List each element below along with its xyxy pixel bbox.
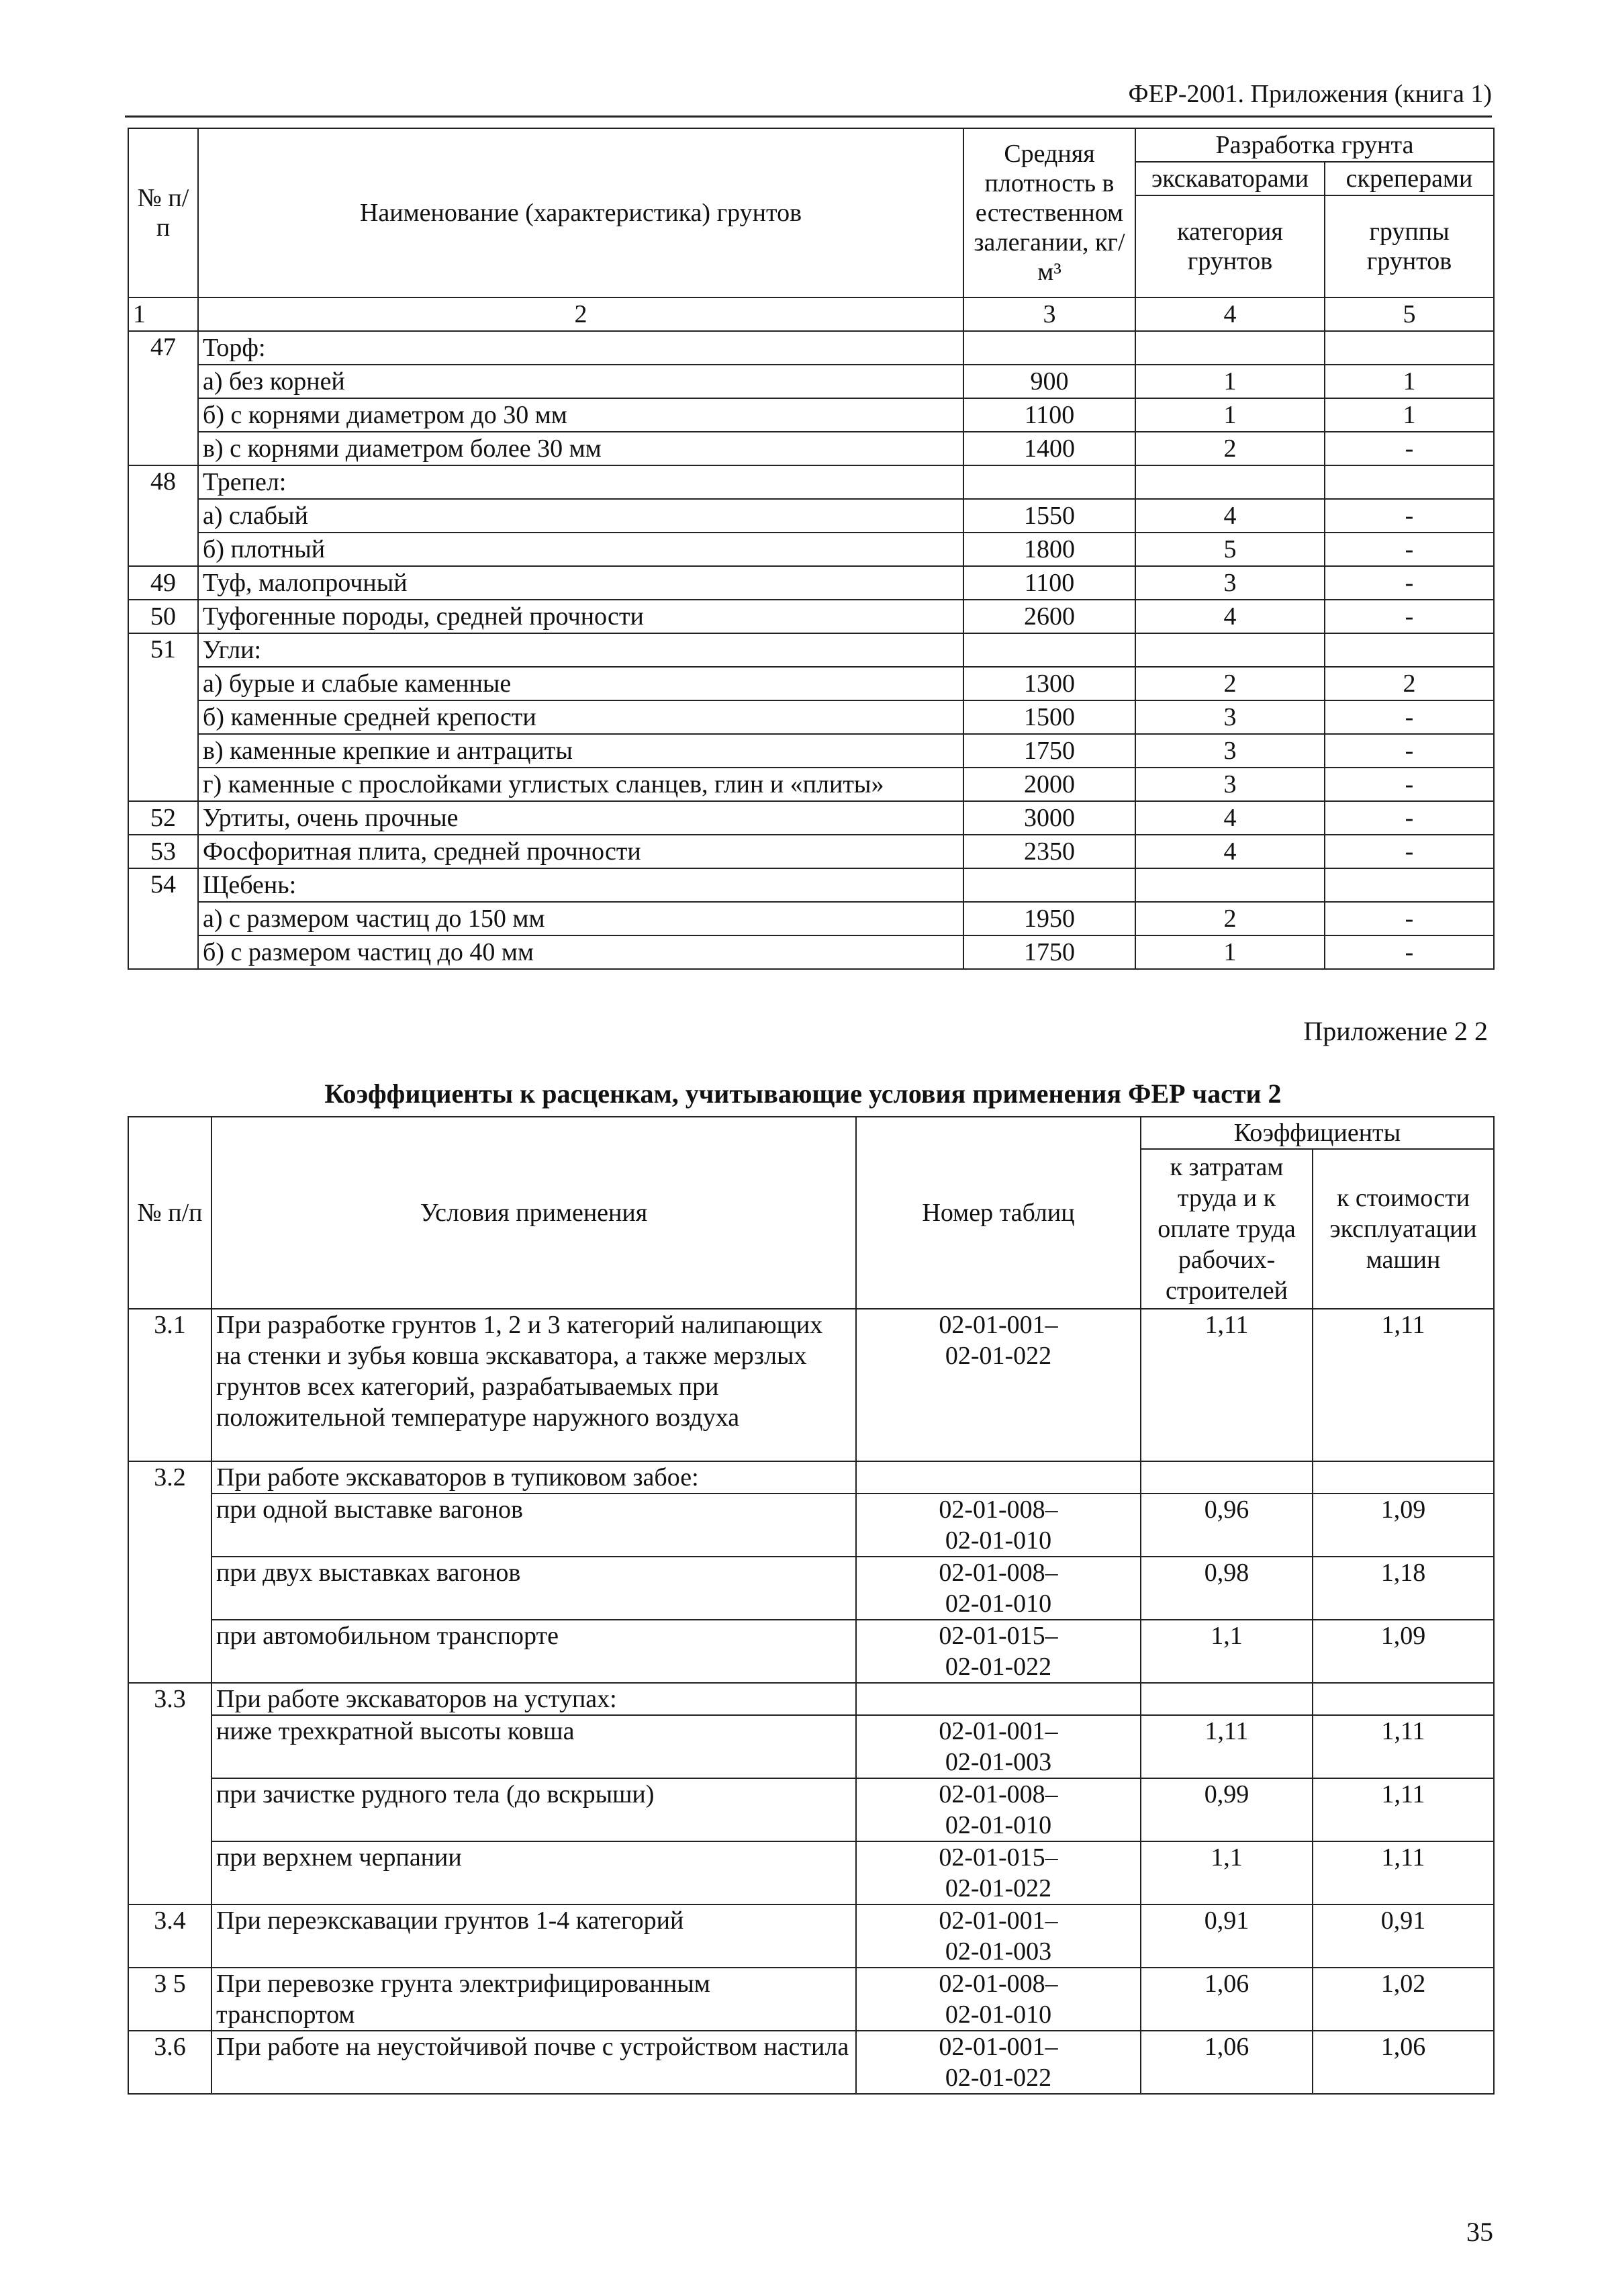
- soil-name: г) каменные с прослойками углистых сланцев, глин и «плиты»: [198, 768, 963, 801]
- row-number: 48: [128, 465, 198, 566]
- soil-group: -: [1325, 566, 1494, 600]
- machine-coefficient: 1,18: [1313, 1557, 1494, 1620]
- row-number: 3.2: [128, 1461, 211, 1683]
- column-header-tables: Номер таблиц: [856, 1117, 1141, 1309]
- soil-group-title: Торф:: [198, 331, 963, 365]
- condition-text: при двух выставках вагонов: [211, 1557, 856, 1620]
- row-number: 3 5: [128, 1968, 211, 2031]
- soil-category: [1135, 331, 1325, 365]
- soil-category: [1135, 868, 1325, 902]
- coefficient-row: [128, 1715, 1494, 1778]
- soil-category: 5: [1135, 533, 1325, 566]
- coefficient-row: [128, 1309, 1494, 1461]
- soil-category: 4: [1135, 600, 1325, 633]
- soil-category: [1135, 633, 1325, 667]
- soil-table-body: [128, 128, 1494, 969]
- column-number: 1: [128, 297, 198, 331]
- table-range: 02-01-001– 02-01-022: [856, 1309, 1141, 1461]
- column-header-coefficients: Коэффициенты: [1141, 1117, 1494, 1149]
- labor-coefficient: [1141, 1461, 1313, 1494]
- soil-group: -: [1325, 902, 1494, 935]
- column-header-machines: к стоимости эксплуатации машин: [1313, 1149, 1494, 1309]
- soil-group: [1325, 868, 1494, 902]
- coefficient-row: [128, 1778, 1494, 1841]
- page-number: 35: [1466, 2217, 1493, 2247]
- soil-group: -: [1325, 533, 1494, 566]
- coefficients-table: [128, 1116, 1495, 2095]
- soil-group: [1325, 465, 1494, 499]
- row-number: 52: [128, 801, 198, 835]
- labor-coefficient: 1,06: [1141, 2031, 1313, 2094]
- soil-density: 1500: [963, 700, 1135, 734]
- soil-group: -: [1325, 499, 1494, 533]
- table-range: 02-01-008– 02-01-010: [856, 1778, 1141, 1841]
- machine-coefficient: 1,11: [1313, 1309, 1494, 1461]
- machine-coefficient: 1,09: [1313, 1494, 1494, 1557]
- soil-group: -: [1325, 935, 1494, 969]
- row-number: 3.1: [128, 1309, 211, 1461]
- table-range: 02-01-015– 02-01-022: [856, 1620, 1141, 1683]
- condition-text: При перевозке грунта электрифицированным транспортом: [211, 1968, 856, 2031]
- machine-coefficient: 1,11: [1313, 1841, 1494, 1904]
- column-header-conditions: Условия применения: [211, 1117, 856, 1309]
- soil-group-row: [128, 331, 1494, 365]
- column-header-number: № п/п: [128, 1117, 211, 1309]
- machine-coefficient: [1313, 1683, 1494, 1715]
- labor-coefficient: 1,11: [1141, 1309, 1313, 1461]
- condition-text: При работе на неустойчивой почве с устройством настила: [211, 2031, 856, 2094]
- soil-row: [128, 365, 1494, 398]
- soil-name: Туф, малопрочный: [198, 566, 963, 600]
- soil-density: 1100: [963, 566, 1135, 600]
- soil-name: а) бурые и слабые каменные: [198, 667, 963, 700]
- soil-row: [128, 902, 1494, 935]
- column-header-labor: к затратам труда и к оплате труда рабочих-строителей: [1141, 1149, 1313, 1309]
- condition-text: При разработке грунтов 1, 2 и 3 категорий налипающих на стенки и зубья ковша экскаватора, а также мерзлых грунтов всех категорий, разрабатываемых при положительной температуре наружного воздуха: [211, 1309, 856, 1461]
- row-number: 51: [128, 633, 198, 801]
- soil-group: [1325, 633, 1494, 667]
- soil-group: 1: [1325, 398, 1494, 432]
- machine-coefficient: 1,11: [1313, 1715, 1494, 1778]
- soil-name: а) с размером частиц до 150 мм: [198, 902, 963, 935]
- soil-name: а) без корней: [198, 365, 963, 398]
- soil-row: [128, 734, 1494, 768]
- soil-group: [1325, 331, 1494, 365]
- coefficients-table-body: [128, 1117, 1494, 2094]
- soil-density: [963, 465, 1135, 499]
- table-range: 02-01-015– 02-01-022: [856, 1841, 1141, 1904]
- soil-category: 1: [1135, 935, 1325, 969]
- column-number: 2: [198, 297, 963, 331]
- column-header-groups: группы грунтов: [1325, 195, 1494, 297]
- column-header-name: Наименование (характеристика) грунтов: [198, 128, 963, 297]
- soil-name: б) плотный: [198, 533, 963, 566]
- column-header-scrapers: скреперами: [1325, 162, 1494, 195]
- soil-row: [128, 700, 1494, 734]
- soil-density: [963, 331, 1135, 365]
- soil-name: Фосфоритная плита, средней прочности: [198, 835, 963, 868]
- table-range: [856, 1683, 1141, 1715]
- condition-text: При работе экскаваторов на уступах:: [211, 1683, 856, 1715]
- row-number: 47: [128, 331, 198, 465]
- soil-category: 3: [1135, 566, 1325, 600]
- soil-category: 3: [1135, 700, 1325, 734]
- soil-category: 4: [1135, 835, 1325, 868]
- column-numbers-row: [128, 297, 1494, 331]
- soil-name: в) каменные крепкие и антрациты: [198, 734, 963, 768]
- column-number: 4: [1135, 297, 1325, 331]
- coefficient-row: [128, 1557, 1494, 1620]
- soil-row: [128, 667, 1494, 700]
- soil-category: 4: [1135, 499, 1325, 533]
- machine-coefficient: [1313, 1461, 1494, 1494]
- coefficient-row: [128, 1494, 1494, 1557]
- column-header-development: Разработка грунта: [1135, 128, 1494, 162]
- soil-name: б) с корнями диаметром до 30 мм: [198, 398, 963, 432]
- soil-density: 1800: [963, 533, 1135, 566]
- soil-category: 3: [1135, 768, 1325, 801]
- soil-row: [128, 499, 1494, 533]
- soil-group-title: Трепел:: [198, 465, 963, 499]
- soil-group: -: [1325, 734, 1494, 768]
- column-number: 3: [963, 297, 1135, 331]
- soil-row: [128, 768, 1494, 801]
- column-header-excavators: экскаваторами: [1135, 162, 1325, 195]
- soil-group: -: [1325, 835, 1494, 868]
- table-range: 02-01-001– 02-01-003: [856, 1715, 1141, 1778]
- coefficient-row: [128, 1461, 1494, 1494]
- row-number: 54: [128, 868, 198, 969]
- soil-group-title: Щебень:: [198, 868, 963, 902]
- coefficient-row: [128, 1620, 1494, 1683]
- soil-group: -: [1325, 768, 1494, 801]
- machine-coefficient: 1,02: [1313, 1968, 1494, 2031]
- soil-density: 1550: [963, 499, 1135, 533]
- soil-name: а) слабый: [198, 499, 963, 533]
- soil-table: [128, 128, 1495, 970]
- condition-text: При работе экскаваторов в тупиковом забое:: [211, 1461, 856, 1494]
- labor-coefficient: 1,1: [1141, 1841, 1313, 1904]
- soil-name: Туфогенные породы, средней прочности: [198, 600, 963, 633]
- machine-coefficient: 1,06: [1313, 2031, 1494, 2094]
- row-number: 50: [128, 600, 198, 633]
- table-range: 02-01-001– 02-01-022: [856, 2031, 1141, 2094]
- table-range: 02-01-001– 02-01-003: [856, 1904, 1141, 1968]
- coefficients-header-row: [128, 1117, 1494, 1149]
- soil-density: 1400: [963, 432, 1135, 465]
- soil-group-row: [128, 868, 1494, 902]
- column-header-density: Средняя плотность в естественном залегании, кг/м³: [963, 128, 1135, 297]
- condition-text: ниже трехкратной высоты ковша: [211, 1715, 856, 1778]
- soil-group: -: [1325, 700, 1494, 734]
- soil-density: 2000: [963, 768, 1135, 801]
- condition-text: При переэкскавации грунтов 1-4 категорий: [211, 1904, 856, 1968]
- soil-category: 1: [1135, 398, 1325, 432]
- running-header: ФЕР-2001. Приложения (книга 1): [1128, 80, 1492, 108]
- soil-category: [1135, 465, 1325, 499]
- soil-group-row: [128, 633, 1494, 667]
- soil-group: -: [1325, 801, 1494, 835]
- column-header-category: категория грунтов: [1135, 195, 1325, 297]
- table-range: 02-01-008– 02-01-010: [856, 1494, 1141, 1557]
- soil-row: [128, 533, 1494, 566]
- soil-density: 1750: [963, 935, 1135, 969]
- condition-text: при верхнем черпании: [211, 1841, 856, 1904]
- soil-name: в) с корнями диаметром более 30 мм: [198, 432, 963, 465]
- condition-text: при зачистке рудного тела (до вскрыши): [211, 1778, 856, 1841]
- soil-category: 2: [1135, 902, 1325, 935]
- labor-coefficient: 1,1: [1141, 1620, 1313, 1683]
- appendix-label: Приложение 2 2: [1303, 1016, 1488, 1046]
- soil-row: [128, 566, 1494, 600]
- soil-category: 1: [1135, 365, 1325, 398]
- soil-row: [128, 835, 1494, 868]
- soil-density: 2350: [963, 835, 1135, 868]
- soil-group-row: [128, 465, 1494, 499]
- soil-name: б) каменные средней крепости: [198, 700, 963, 734]
- soil-row: [128, 935, 1494, 969]
- soil-row: [128, 600, 1494, 633]
- soil-name: Уртиты, очень прочные: [198, 801, 963, 835]
- coefficient-row: [128, 1904, 1494, 1968]
- machine-coefficient: 1,09: [1313, 1620, 1494, 1683]
- soil-density: [963, 633, 1135, 667]
- soil-name: б) с размером частиц до 40 мм: [198, 935, 963, 969]
- coefficient-row: [128, 1968, 1494, 2031]
- labor-coefficient: 1,06: [1141, 1968, 1313, 2031]
- table-range: [856, 1461, 1141, 1494]
- row-number: 3.4: [128, 1904, 211, 1968]
- soil-group: -: [1325, 600, 1494, 633]
- soil-density: 1950: [963, 902, 1135, 935]
- soil-category: 2: [1135, 432, 1325, 465]
- soil-table-header-row: [128, 128, 1494, 162]
- soil-row: [128, 801, 1494, 835]
- coefficient-row: [128, 1683, 1494, 1715]
- labor-coefficient: 0,91: [1141, 1904, 1313, 1968]
- soil-density: 1100: [963, 398, 1135, 432]
- row-number: 3.6: [128, 2031, 211, 2094]
- column-header-number: № п/п: [128, 128, 198, 297]
- soil-density: 1750: [963, 734, 1135, 768]
- soil-density: 3000: [963, 801, 1135, 835]
- soil-category: 2: [1135, 667, 1325, 700]
- coefficients-table-title: Коэффициенты к расценкам, учитывающие условия применения ФЕР части 2: [324, 1078, 1282, 1109]
- machine-coefficient: 0,91: [1313, 1904, 1494, 1968]
- labor-coefficient: 0,96: [1141, 1494, 1313, 1557]
- coefficient-row: [128, 2031, 1494, 2094]
- condition-text: при автомобильном транспорте: [211, 1620, 856, 1683]
- coefficient-row: [128, 1841, 1494, 1904]
- table-range: 02-01-008– 02-01-010: [856, 1557, 1141, 1620]
- soil-category: 3: [1135, 734, 1325, 768]
- soil-group: 1: [1325, 365, 1494, 398]
- table-range: 02-01-008– 02-01-010: [856, 1968, 1141, 2031]
- soil-group: -: [1325, 432, 1494, 465]
- soil-category: 4: [1135, 801, 1325, 835]
- column-number: 5: [1325, 297, 1494, 331]
- labor-coefficient: [1141, 1683, 1313, 1715]
- labor-coefficient: 0,98: [1141, 1557, 1313, 1620]
- soil-group-title: Угли:: [198, 633, 963, 667]
- soil-density: 1300: [963, 667, 1135, 700]
- soil-density: 900: [963, 365, 1135, 398]
- soil-row: [128, 432, 1494, 465]
- condition-text: при одной выставке вагонов: [211, 1494, 856, 1557]
- row-number: 53: [128, 835, 198, 868]
- labor-coefficient: 1,11: [1141, 1715, 1313, 1778]
- row-number: 49: [128, 566, 198, 600]
- labor-coefficient: 0,99: [1141, 1778, 1313, 1841]
- soil-density: [963, 868, 1135, 902]
- soil-row: [128, 398, 1494, 432]
- header-divider: [125, 116, 1492, 118]
- row-number: 3.3: [128, 1683, 211, 1904]
- soil-group: 2: [1325, 667, 1494, 700]
- soil-density: 2600: [963, 600, 1135, 633]
- machine-coefficient: 1,11: [1313, 1778, 1494, 1841]
